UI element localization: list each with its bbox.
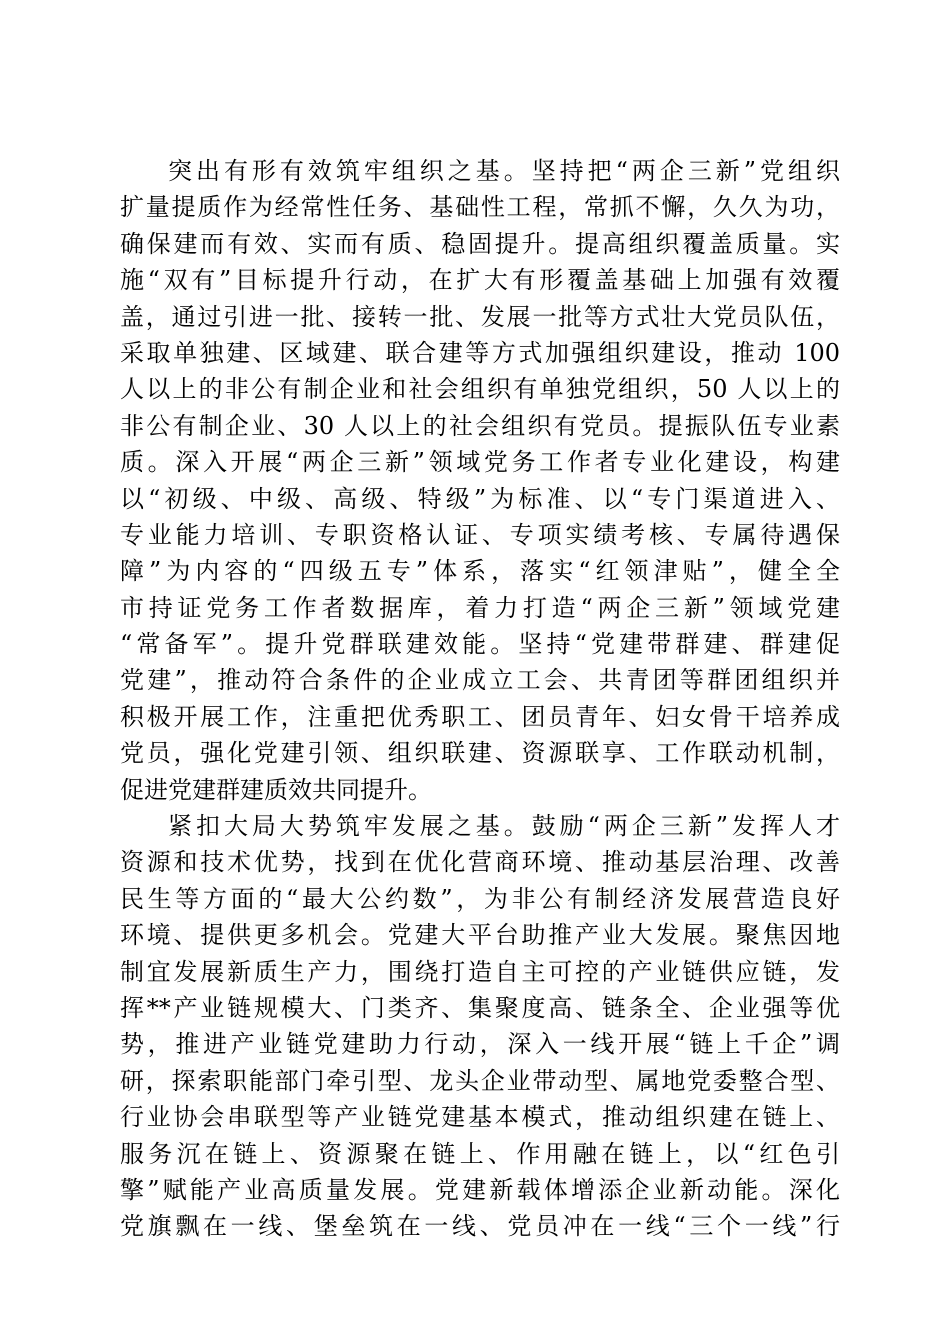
- text-line: 党员，强化党建引领、组织联建、资源联享、工作联动机制，: [120, 739, 840, 768]
- text-line: 民生等方面的“最大公约数”，为非公有制经济发展营造良好: [120, 884, 840, 913]
- text-line: 积极开展工作，注重把优秀职工、团员青年、妇女骨干培养成: [120, 702, 840, 731]
- text-line: 资源和技术优势，找到在优化营商环境、推动基层治理、改善: [120, 848, 840, 877]
- text-line: 促进党建群建质效共同提升。: [120, 775, 432, 804]
- text-line: 障”为内容的“四级五专”体系，落实“红领津贴”，健全全: [120, 557, 840, 586]
- text-line: 非公有制企业、30 人以上的社会组织有党员。提振队伍专业素: [120, 411, 840, 440]
- text-line: 挥**产业链规模大、门类齐、集聚度高、链条全、企业强等优: [120, 993, 840, 1022]
- text-line: 制宜发展新质生产力，围绕打造自主可控的产业链供应链，发: [120, 957, 840, 986]
- text-line: 质。深入开展“两企三新”领域党务工作者专业化建设，构建: [120, 448, 840, 477]
- text-line: 采取单独建、区域建、联合建等方式加强组织建设，推动 100: [120, 338, 840, 367]
- text-line: 市持证党务工作者数据库，着力打造“两企三新”领域党建: [120, 593, 840, 622]
- text-line: 环境、提供更多机会。党建大平台助推产业大发展。聚焦因地: [120, 921, 840, 950]
- document-body: [120, 153, 840, 1245]
- text-line: 党旗飘在一线、堡垒筑在一线、党员冲在一线“三个一线”行: [120, 1212, 840, 1241]
- text-line: 研，探索职能部门牵引型、龙头企业带动型、属地党委整合型、: [120, 1066, 840, 1095]
- text-line: 紧扣大局大势筑牢发展之基。鼓励“两企三新”发挥人才: [168, 812, 840, 841]
- text-line: 盖，通过引进一批、接转一批、发展一批等方式壮大党员队伍，: [120, 302, 840, 331]
- text-line: 扩量提质作为经常性任务、基础性工程，常抓不懈，久久为功，: [120, 193, 840, 222]
- paragraph-1: [120, 153, 840, 808]
- text-line: 势，推进产业链党建助力行动，深入一线开展“链上千企”调: [120, 1030, 840, 1059]
- paragraph-2: [120, 808, 840, 1245]
- text-line: 以“初级、中级、高级、特级”为标准、以“专门渠道进入、: [120, 484, 840, 513]
- text-line: 突出有形有效筑牢组织之基。坚持把“两企三新”党组织: [168, 157, 840, 185]
- text-line: 确保建而有效、实而有质、稳固提升。提高组织覆盖质量。实: [120, 229, 840, 258]
- text-line: “常备军”。提升党群联建效能。坚持“党建带群建、群建促: [120, 630, 840, 659]
- text-line: 擎”赋能产业高质量发展。党建新载体增添企业新动能。深化: [120, 1175, 840, 1204]
- text-line: 施“双有”目标提升行动，在扩大有形覆盖基础上加强有效覆: [120, 266, 840, 295]
- text-line: 党建”，推动符合条件的企业成立工会、共青团等群团组织并: [120, 666, 840, 695]
- text-line: 专业能力培训、专职资格认证、专项实绩考核、专属待遇保: [120, 520, 840, 549]
- text-line: 人以上的非公有制企业和社会组织有单独党组织，50 人以上的: [120, 375, 840, 404]
- text-line: 服务沉在链上、资源聚在链上、作用融在链上，以“红色引: [120, 1139, 840, 1168]
- text-line: 行业协会串联型等产业链党建基本模式，推动组织建在链上、: [120, 1103, 840, 1132]
